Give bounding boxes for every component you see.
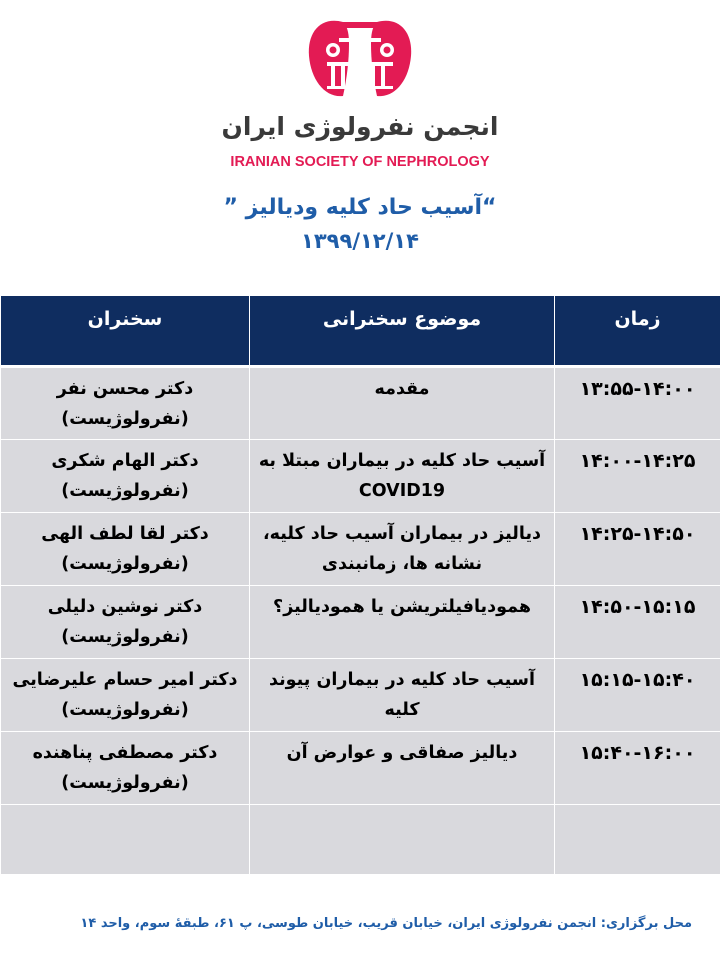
- speaker-specialty: (نفرولوژیست): [61, 553, 189, 574]
- logo-english-text: IRANIAN SOCIETY OF NEPHROLOGY: [230, 154, 490, 170]
- speaker-cell: [1, 439, 250, 512]
- time-cell: ۱۵:۱۵-۱۵:۴۰: [555, 658, 720, 731]
- empty-cell: [250, 804, 555, 874]
- speaker-specialty: (نفرولوژیست): [61, 480, 189, 501]
- table-header-row: [1, 296, 720, 366]
- speaker-name: دکتر محسن نفر: [56, 378, 194, 399]
- topic-cell: آسیب حاد کلیه در بیماران مبتلا به COVID19: [250, 439, 555, 512]
- topic-cell: دیالیز صفاقی و عوارض آن: [250, 731, 555, 804]
- schedule-table: [0, 296, 720, 875]
- time-cell: ۱۴:۰۰-۱۴:۲۵: [555, 439, 720, 512]
- table-row-empty: [1, 804, 720, 874]
- topic-cell: همودیافیلتریشن یا همودیالیز؟: [250, 585, 555, 658]
- header-time: زمان: [555, 296, 720, 366]
- header-topic: موضوع سخنرانی: [250, 296, 555, 366]
- page-title: ” آسیب حاد کلیه ودیالیز“: [223, 195, 497, 220]
- header-speaker: سخنران: [1, 296, 250, 366]
- table-row: [1, 366, 720, 439]
- speaker-name: دکتر نوشین دلیلی: [47, 596, 203, 617]
- empty-cell: [1, 804, 250, 874]
- topic-cell: آسیب حاد کلیه در بیماران پیوند کلیه: [250, 658, 555, 731]
- speaker-specialty: (نفرولوژیست): [61, 626, 189, 647]
- event-date: ۱۳۹۹/۱۲/۱۴: [301, 229, 419, 253]
- table-row: [1, 512, 720, 585]
- empty-cell: [555, 804, 720, 874]
- speaker-name: دکتر لقا لطف الهی: [41, 523, 209, 544]
- topic-cell: مقدمه: [250, 366, 555, 439]
- speaker-cell: [1, 658, 250, 731]
- speaker-name: دکتر امیر حسام علیرضایی: [12, 669, 238, 690]
- kidney-columns-icon: [303, 14, 417, 110]
- table-row: [1, 658, 720, 731]
- speaker-cell: [1, 512, 250, 585]
- time-cell: ۱۳:۵۵-۱۴:۰۰: [555, 366, 720, 439]
- speaker-name: دکتر الهام شکری: [51, 450, 199, 471]
- speaker-cell: [1, 731, 250, 804]
- venue-footer: محل برگزاری: انجمن نفرولوژی ایران، خیابان قریب، خیابان طوسی، پ ۶۱، طبقهٔ سوم، واحد ۱۴: [80, 916, 692, 931]
- logo-persian-text: انجمن نفرولوژی ایران: [221, 112, 499, 141]
- speaker-name: دکتر مصطفی پناهنده: [32, 742, 218, 763]
- table-row: [1, 731, 720, 804]
- logo: [0, 14, 720, 174]
- time-cell: ۱۴:۵۰-۱۵:۱۵: [555, 585, 720, 658]
- time-cell: ۱۵:۴۰-۱۶:۰۰: [555, 731, 720, 804]
- speaker-specialty: (نفرولوژیست): [61, 699, 189, 720]
- speaker-specialty: (نفرولوژیست): [61, 772, 189, 793]
- speaker-specialty: (نفرولوژیست): [61, 408, 189, 429]
- time-cell: ۱۴:۲۵-۱۴:۵۰: [555, 512, 720, 585]
- speaker-cell: [1, 366, 250, 439]
- table-row: [1, 439, 720, 512]
- speaker-cell: [1, 585, 250, 658]
- table-row: [1, 585, 720, 658]
- topic-cell: دیالیز در بیماران آسیب حاد کلیه، نشانه ها، زمانبندی: [250, 512, 555, 585]
